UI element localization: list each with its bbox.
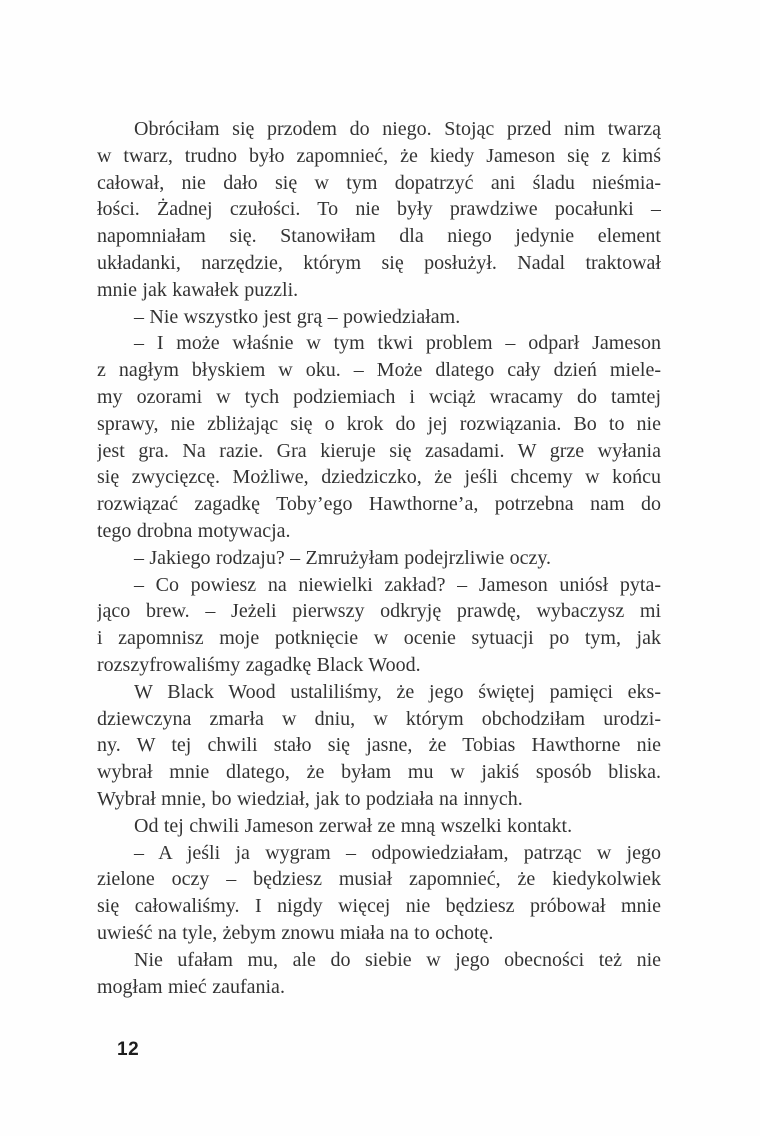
- text-line: układanki, narzędzie, którym się posłużył. Nadal traktował: [97, 251, 661, 274]
- text-line: dziewczyna zmarła w dniu, w którym obchodziłam urodzi-: [97, 707, 661, 730]
- text-line: jest gra. Na razie. Gra kieruje się zasadami. W grze wyłania: [97, 439, 661, 462]
- text-line: my ozorami w tych podziemiach i wciąż wracamy do tamtej: [97, 385, 661, 408]
- text-line: Wybrał mnie, bo wiedział, jak to podziała na innych.: [97, 787, 523, 810]
- text-line: ny. W tej chwili stało się jasne, że Tobias Hawthorne nie: [97, 734, 661, 757]
- text-line: sprawy, nie zbliżając się o krok do jej rozwiązania. Bo to nie: [97, 412, 661, 435]
- text-line: łości. Żadnej czułości. To nie były prawdziwe pocałunki –: [97, 198, 661, 221]
- text-line: całował, nie dało się w tym dopatrzyć ani śladu nieśmia-: [97, 171, 661, 194]
- text-line: rozwiązać zagadkę Toby’ego Hawthorne’a, potrzebna nam do: [97, 493, 661, 516]
- text-line: – I może właśnie w tym tkwi problem – odparł Jameson: [134, 332, 661, 355]
- text-line: i zapomnisz moje potknięcie w ocenie sytuacji po tym, jak: [97, 627, 661, 650]
- text-line: z nagłym błyskiem w oku. – Może dlatego cały dzień miele-: [97, 359, 661, 382]
- text-line: Nie ufałam mu, ale do siebie w jego obecności też nie: [134, 948, 661, 971]
- text-line: w twarz, trudno było zapomnieć, że kiedy Jameson się z kimś: [97, 144, 661, 167]
- text-line: napomniałam się. Stanowiłam dla niego jedynie element: [97, 225, 661, 248]
- text-line: Od tej chwili Jameson zerwał ze mną wszelki kontakt.: [134, 814, 573, 837]
- text-line: – Jakiego rodzaju? – Zmrużyłam podejrzliwie oczy.: [134, 546, 552, 569]
- text-line: – Nie wszystko jest grą – powiedziałam.: [134, 305, 461, 328]
- text-line: się całowaliśmy. I nigdy więcej nie będziesz próbował mnie: [97, 895, 661, 918]
- text-line: mogłam mieć zaufania.: [97, 975, 285, 998]
- text-line: – A jeśli ja wygram – odpowiedziałam, patrząc w jego: [134, 841, 661, 864]
- text-line: W Black Wood ustaliliśmy, że jego świętej pamięci eks-: [134, 680, 661, 703]
- text-line: się zwycięzcę. Możliwe, dziedziczko, że jeśli chcemy w końcu: [97, 466, 661, 489]
- page-number: 12: [117, 1039, 140, 1060]
- text-line: zielone oczy – będziesz musiał zapomnieć, że kiedykolwiek: [97, 868, 661, 891]
- text-line: wybrał mnie dlatego, że byłam mu w jakiś sposób bliska.: [97, 761, 661, 784]
- text-block: [97, 116, 661, 1000]
- text-line: rozszyfrowaliśmy zagadkę Black Wood.: [97, 653, 421, 676]
- text-line: uwieść na tyle, żebym znowu miała na to ochotę.: [97, 921, 494, 944]
- text-line: Obróciłam się przodem do niego. Stojąc przed nim twarzą: [134, 118, 661, 140]
- text-line: tego drobna motywacja.: [97, 519, 291, 542]
- text-line: mnie jak kawałek puzzli.: [97, 278, 299, 301]
- text-line: – Co powiesz na niewielki zakład? – Jameson uniósł pyta-: [134, 573, 661, 596]
- text-line: jąco brew. – Jeżeli pierwszy odkryję prawdę, wybaczysz mi: [97, 600, 661, 623]
